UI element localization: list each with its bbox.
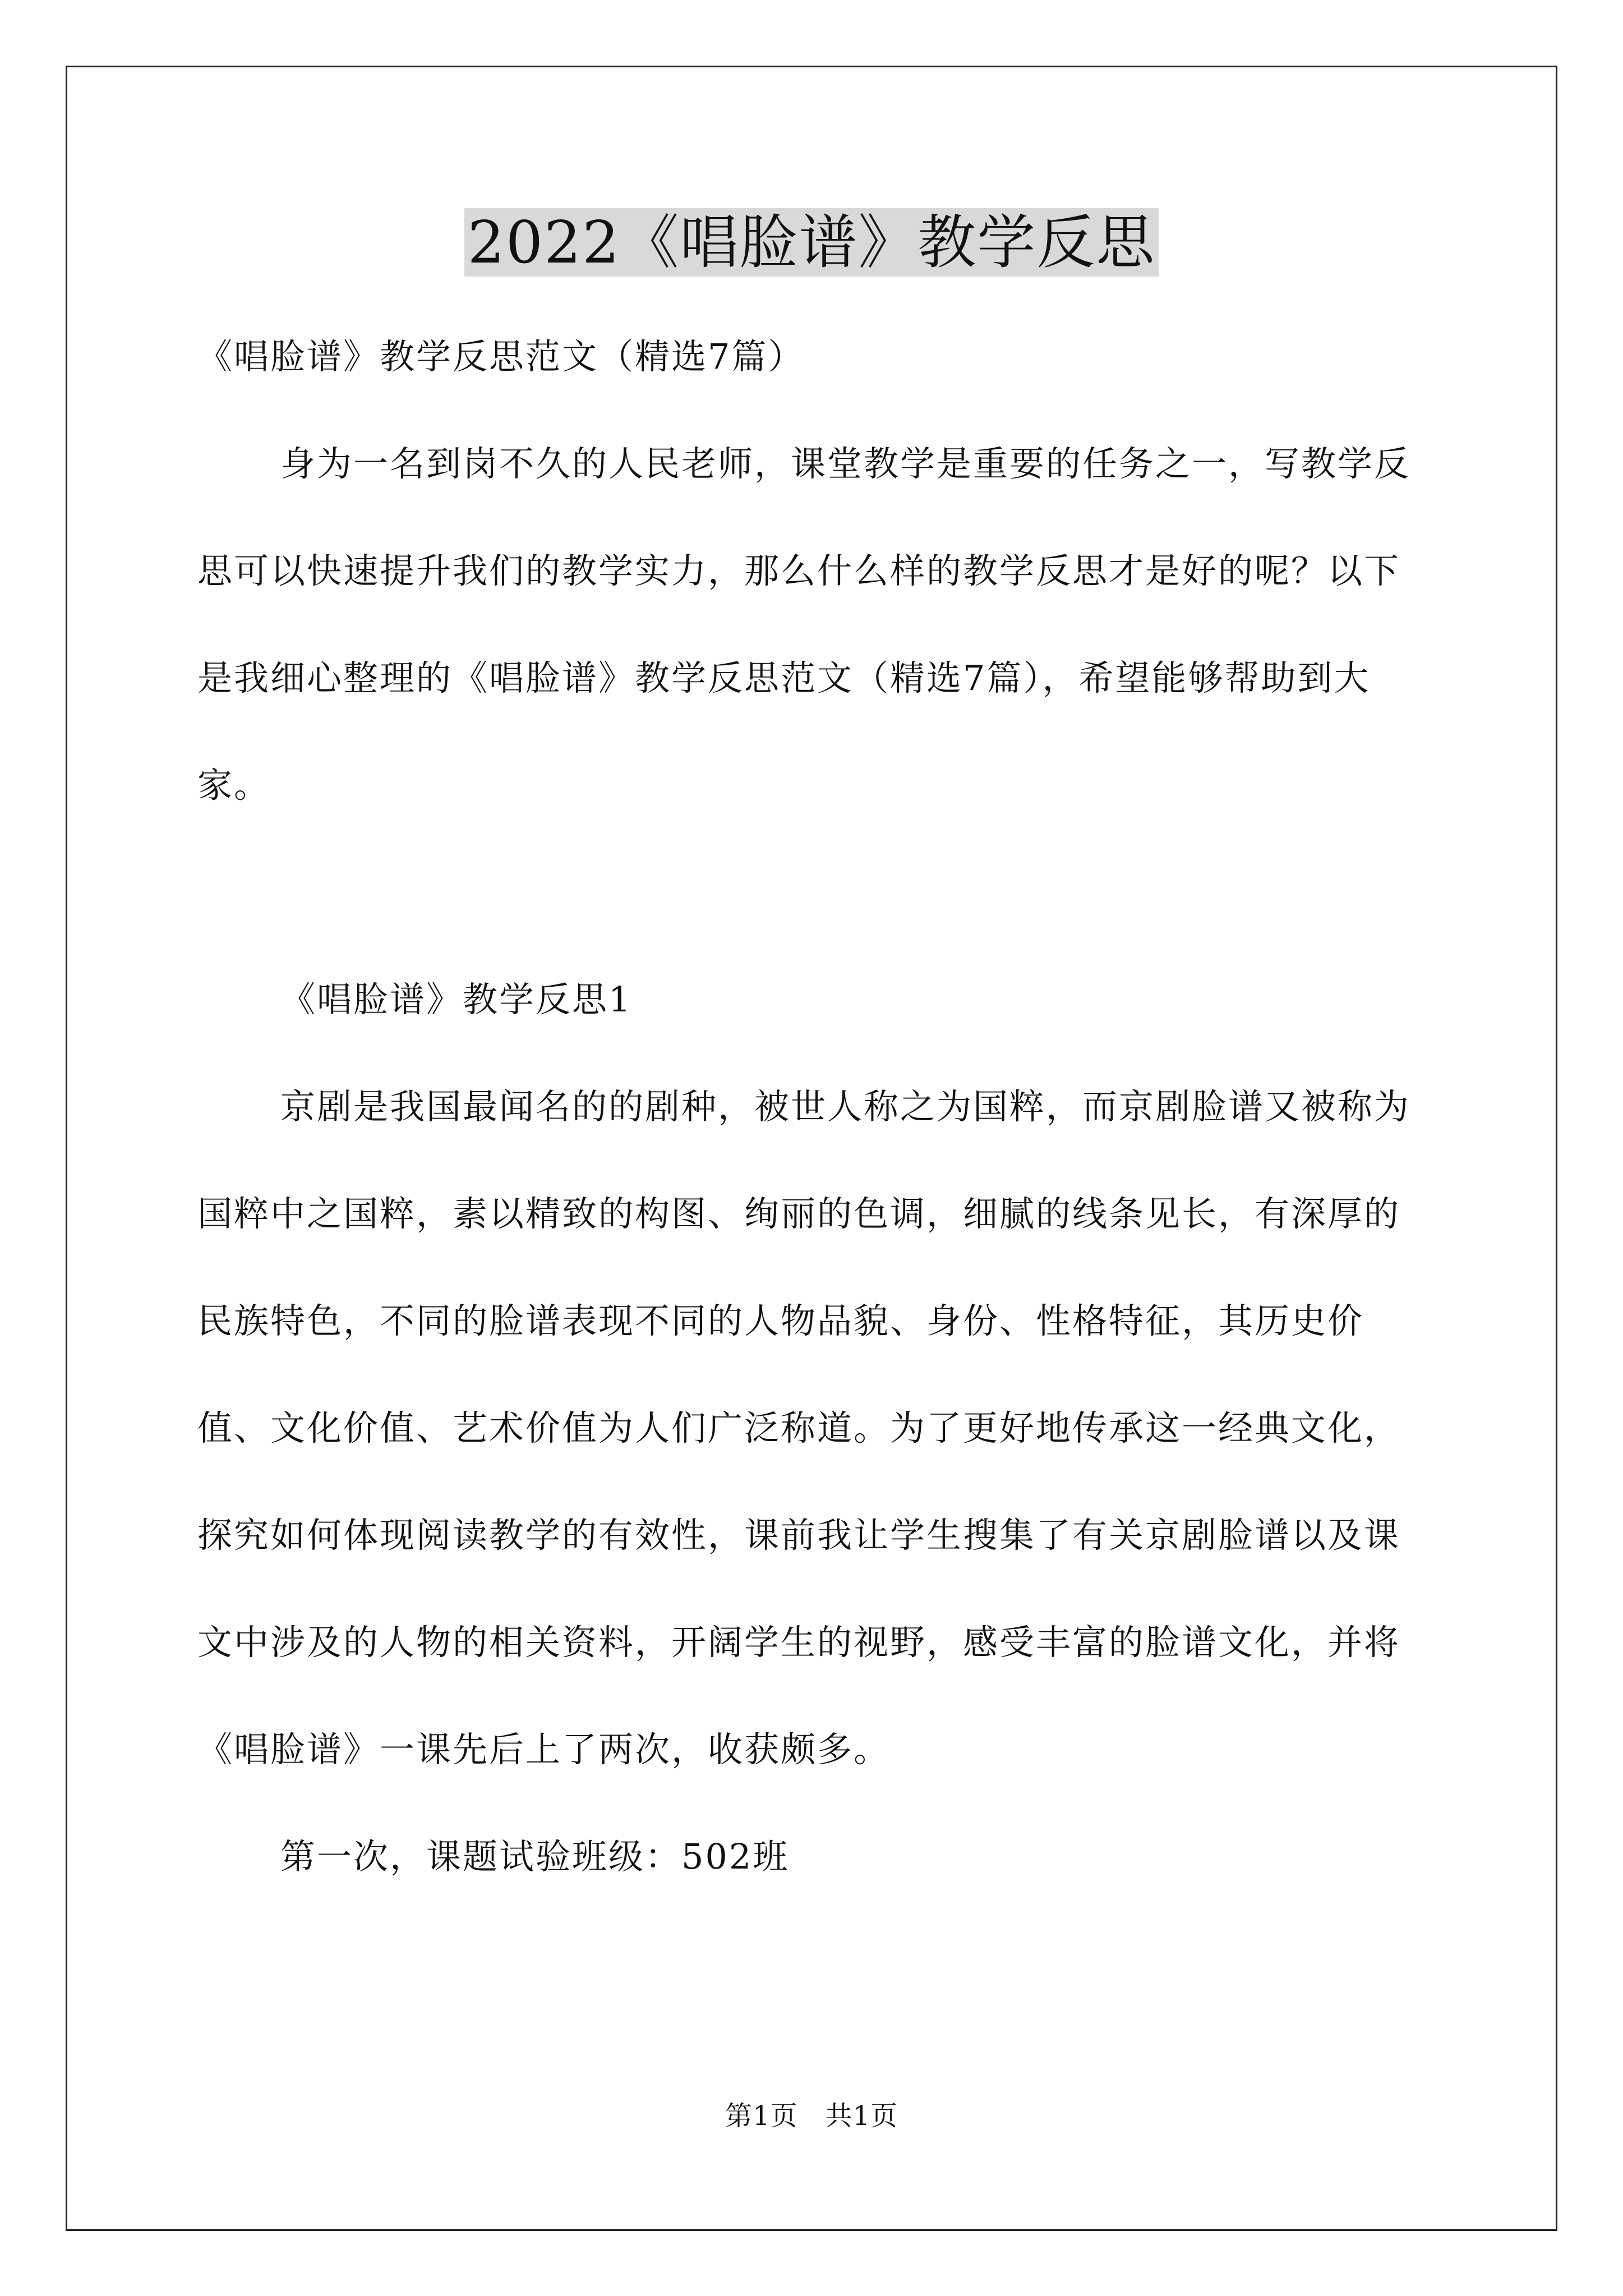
section-heading: 《唱脸谱》教学反思1 <box>280 979 633 1020</box>
page-footer: 第1页 共1页 <box>725 2100 898 2132</box>
intro-paragraph: 身为一名到岗不久的人民老师，课堂教学是重要的任务之一，写教学反思可以快速提升我们的教学实力，那么什么样的教学反思才是好的呢？以下是我细心整理的《唱脸谱》教学反思范文（精选7篇），希望能够帮助到大家。 <box>197 443 1411 806</box>
document-subtitle: 《唱脸谱》教学反思范文（精选7篇） <box>197 336 805 377</box>
section-paragraph: 京剧是我国最闻名的的剧种，被世人称之为国粹，而京剧脸谱又被称为国粹中之国粹，素以精致的构图、绚丽的色调，细腻的线条见长，有深厚的民族特色，不同的脸谱表现不同的人物品貌、身份、性格特征，其历史价值、文化价值、艺术价值为人们广泛称道。为了更好地传承这一经典文化，探究如何体现阅读教学的有效性，课前我让学生搜集了有关京剧脸谱以及课文中涉及的人物的相关资料，开阔学生的视野，感受丰富的脸谱文化，并将《唱脸谱》一课先后上了两次，收获颇多。 <box>197 1086 1411 1770</box>
first-lesson-line: 第一次，课题试验班级：502班 <box>280 1836 790 1877</box>
document-title-text: 2022《唱脸谱》教学反思 <box>464 208 1159 277</box>
document-body <box>197 303 1431 1910</box>
blank-line <box>197 839 1431 946</box>
document-title <box>0 203 1623 282</box>
